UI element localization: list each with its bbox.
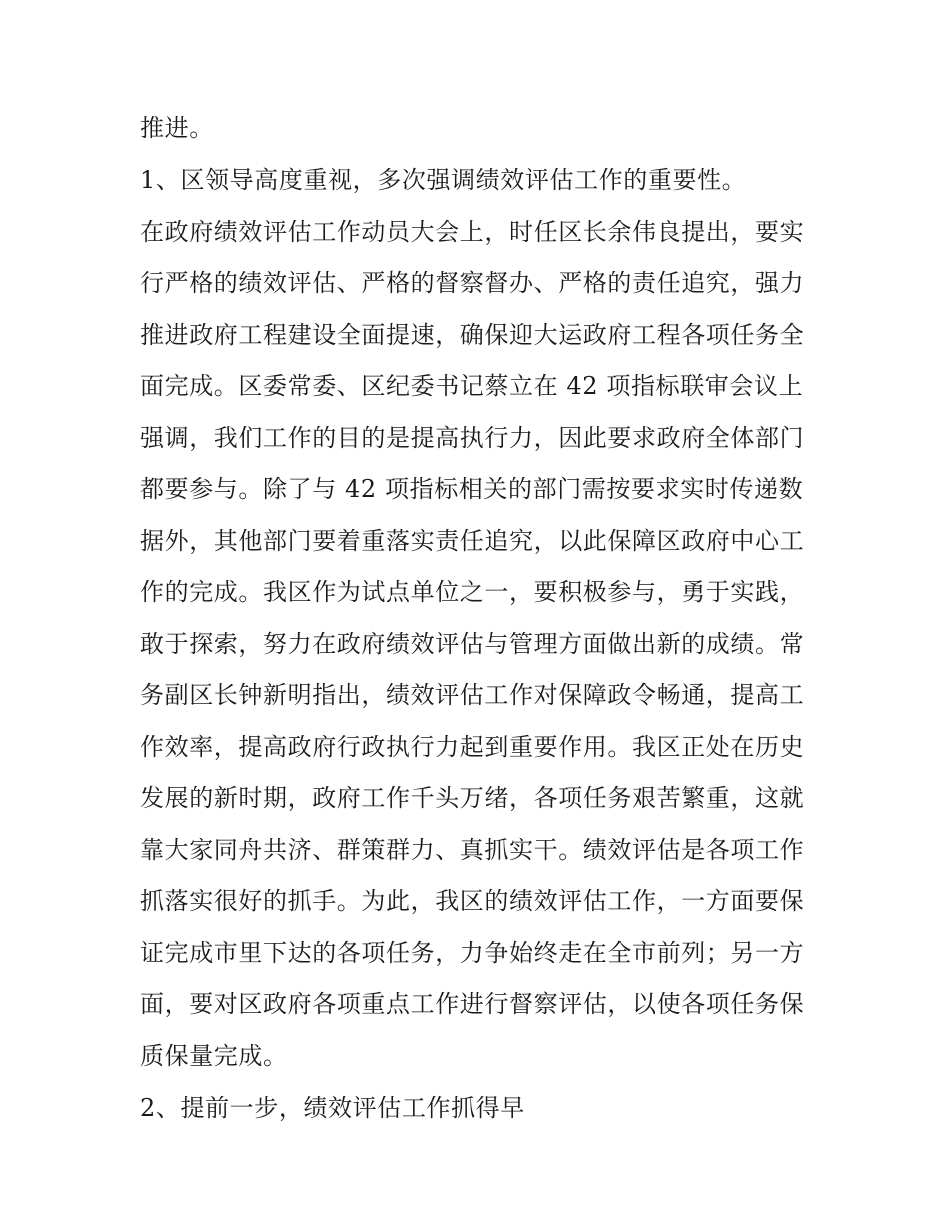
section-heading-2: 2、提前一步，绩效评估工作抓得早: [140, 1094, 525, 1122]
section-heading-1: 1、区领导高度重视，多次强调绩效评估工作的重要性。: [140, 166, 747, 194]
text-line: 强调，我们工作的目的是提高执行力，因此要求政府全体部门: [140, 424, 805, 452]
text-line: 发展的新时期，政府工作千头万绪，各项任务艰苦繁重，这就: [140, 784, 805, 812]
text-line: 务副区长钟新明指出，绩效评估工作对保障政令畅通，提高工: [140, 681, 805, 709]
text-line: 在政府绩效评估工作动员大会上，时任区长余伟良提出，要实: [140, 218, 805, 246]
text-line: 抓落实很好的抓手。为此，我区的绩效评估工作，一方面要保: [140, 887, 805, 915]
text-line: 行严格的绩效评估、严格的督察督办、严格的责任追究，强力: [140, 269, 805, 297]
text-line: 据外，其他部门要着重落实责任追究，以此保障区政府中心工: [140, 527, 805, 555]
text-line: 作效率，提高政府行政执行力起到重要作用。我区正处在历史: [140, 733, 805, 761]
text-line: 靠大家同舟共济、群策群力、真抓实干。绩效评估是各项工作: [140, 836, 805, 864]
text-line: 作的完成。我区作为试点单位之一，要积极参与，勇于实践，: [140, 578, 805, 606]
text-line: 证完成市里下达的各项任务，力争始终走在全市前列；另一方: [140, 939, 805, 967]
text-line: 推进政府工程建设全面提速，确保迎大运政府工程各项任务全: [140, 321, 805, 349]
text-line: 面完成。区委常委、区纪委书记蔡立在 42 项指标联审会议上: [140, 372, 804, 400]
text-line: 都要参与。除了与 42 项指标相关的部门需按要求实时传递数: [140, 475, 804, 503]
text-line: 敢于探索，努力在政府绩效评估与管理方面做出新的成绩。常: [140, 630, 805, 658]
text-line: 质保量完成。: [140, 1042, 288, 1070]
text-line: 面，要对区政府各项重点工作进行督察评估，以使各项任务保: [140, 990, 805, 1018]
text-line: 推进。: [140, 114, 214, 142]
